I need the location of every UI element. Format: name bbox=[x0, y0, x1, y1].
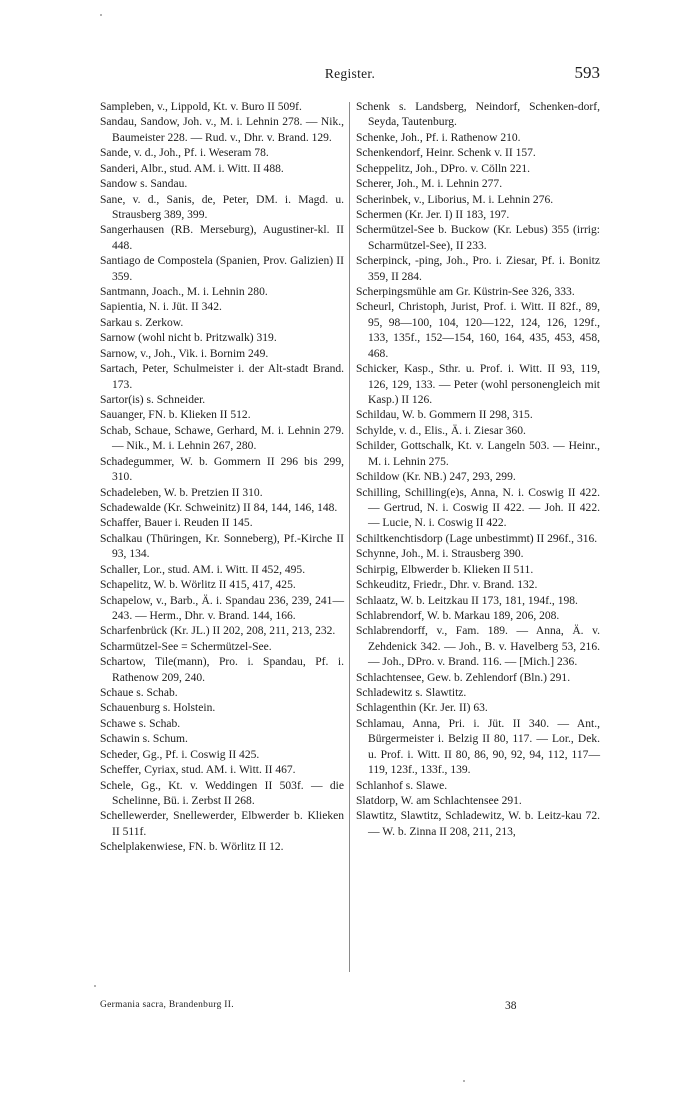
register-entry: Sanderi, Albr., stud. AM. i. Witt. II 488. bbox=[100, 162, 284, 175]
register-entry: Schaller, Lor., stud. AM. i. Witt. II 452, 495. bbox=[100, 563, 306, 576]
register-entry: Schab, Schaue, Schawe, Gerhard, M. i. Lehnin 279. — Nik., M. i. Lehnin 267, 280. bbox=[100, 424, 344, 453]
register-entry: Schartow, Tile(mann), Pro. i. Spandau, Pf. i. Rathenow 209, 240. bbox=[100, 656, 344, 684]
register-entry: Scheder, Gg., Pf. i. Coswig II 425. bbox=[100, 748, 260, 761]
register-entry: Scherpinck, -ping, Joh., Pro. i. Ziesar, Pf. i. Bonitz 359, II 284. bbox=[356, 255, 600, 283]
register-entry: Schlabrendorf, W. b. Markau 189, 206, 208. bbox=[356, 609, 560, 622]
running-title: Register. bbox=[324, 66, 376, 81]
register-entry: Sane, v. d., Sanis, de, Peter, DM. i. Magd. u. Strausberg 389, 399. bbox=[100, 193, 344, 221]
column-divider bbox=[349, 102, 350, 972]
register-entry: Sandow s. Sandau. bbox=[100, 178, 188, 191]
register-entry: Scheffer, Cyriax, stud. AM. i. Witt. II 467. bbox=[100, 764, 296, 777]
register-column-right bbox=[356, 100, 600, 840]
signature-line: Germania sacra, Brandenburg II. bbox=[100, 1000, 234, 1010]
register-entry: Schilling, Schilling(e)s, Anna, N. i. Coswig II 422. — Gertrud, N. i. Coswig II 422. — Joh. II 422. — Lucie, N. i. Coswig II 422. bbox=[356, 486, 600, 530]
register-entry: Schladewitz s. Slawtitz. bbox=[356, 687, 467, 700]
register-entry: Schawe s. Schab. bbox=[100, 717, 181, 730]
page-number: 593 bbox=[574, 63, 600, 82]
register-entry: Schylde, v. d., Elis., Ä. i. Ziesar 360. bbox=[356, 424, 526, 437]
register-entry: Schalkau (Thüringen, Kr. Sonneberg), Pf.-Kirche II 93, 134. bbox=[100, 532, 344, 561]
register-entry: Schelplakenwiese, FN. b. Wörlitz II 12. bbox=[100, 841, 284, 854]
register-entry: Scherinbek, v., Liborius, M. i. Lehnin 276. bbox=[356, 193, 554, 206]
register-entry: Schlabrendorff, v., Fam. 189. — Anna, Ä. v. Zehdenick 342. — Joh., B. v. Havelberg 53, 216. — Joh., DPro. v. Brand. 116. — [Mich.] 236. bbox=[356, 625, 600, 669]
register-column-left bbox=[100, 100, 344, 856]
register-entry: Schadegummer, W. b. Gommern II 296 bis 299, 310. bbox=[100, 455, 344, 484]
register-entry: Schildow (Kr. NB.) 247, 293, 299. bbox=[356, 471, 516, 484]
register-entry: Schirpig, Elbwerder b. Klieken II 511. bbox=[356, 563, 534, 576]
register-entry: Scharmützel-See = Schermützel-See. bbox=[100, 640, 272, 653]
register-entry: Sangerhausen (RB. Merseburg), Augustiner-kl. II 448. bbox=[100, 224, 344, 252]
register-entry: Schiltkenchtisdorp (Lage unbestimmt) II 296f., 316. bbox=[356, 532, 598, 545]
register-entry: Scharfenbrück (Kr. JL.) II 202, 208, 211, 213, 232. bbox=[100, 625, 336, 638]
register-entry: Schenk s. Landsberg, Neindorf, Schenken-dorf, Seyda, Tautenburg. bbox=[356, 101, 600, 129]
register-entry: Schlaatz, W. b. Leitzkau II 173, 181, 194f., 198. bbox=[356, 594, 578, 607]
register-entry: Sartach, Peter, Schulmeister i. der Alt-stadt Brand. 173. bbox=[100, 363, 344, 391]
register-entry: Slawtitz, Slawtitz, Schladewitz, W. b. Leitz-kau 72. — W. b. Zinna II 208, 211, 213, bbox=[356, 810, 600, 838]
register-entry: Sarnow, v., Joh., Vik. i. Bornim 249. bbox=[100, 347, 269, 360]
register-entry: Schilder, Gottschalk, Kt. v. Langeln 503. — Heinr., M. i. Lehnin 275. bbox=[356, 440, 600, 468]
register-entry: Slatdorp, W. am Schlachtensee 291. bbox=[356, 794, 522, 807]
register-entry: Sarnow (wohl nicht b. Pritzwalk) 319. bbox=[100, 332, 277, 345]
register-entry: Schlanhof s. Slawe. bbox=[356, 779, 448, 792]
sheet-number: 38 bbox=[505, 1000, 517, 1012]
register-entry: Schele, Gg., Kt. v. Weddingen II 503f. — die Schelinne, Bü. i. Zerbst II 268. bbox=[100, 779, 344, 807]
register-entry: Schauenburg s. Holstein. bbox=[100, 702, 216, 715]
register-entry: Scheurl, Christoph, Jurist, Prof. i. Witt. II 82f., 89, 95, 98—100, 104, 120—122, 124, 126, 129f., 133, 135f., 152—154, 160, 164, 435, 453, 458, 468. bbox=[356, 301, 600, 360]
register-entry: Schapelitz, W. b. Wörlitz II 415, 417, 425. bbox=[100, 579, 296, 592]
paper-speck bbox=[100, 14, 102, 16]
register-entry: Sarkau s. Zerkow. bbox=[100, 316, 184, 329]
register-entry: Sampleben, v., Lippold, Kt. v. Buro II 509f. bbox=[100, 101, 302, 113]
register-entry: Santiago de Compostela (Spanien, Prov. Galizien) II 359. bbox=[100, 255, 344, 283]
register-entry: Schawin s. Schum. bbox=[100, 733, 188, 746]
register-entry: Schapelow, v., Barb., Ä. i. Spandau 236, 239, 241—243. — Herm., Dhr. v. Brand. 144, 166. bbox=[100, 594, 344, 622]
register-entry: Sapientia, N. i. Jüt. II 342. bbox=[100, 301, 222, 314]
register-entry: Schkeuditz, Friedr., Dhr. v. Brand. 132. bbox=[356, 579, 538, 592]
register-entry: Schynne, Joh., M. i. Strausberg 390. bbox=[356, 548, 524, 561]
register-entry: Sande, v. d., Joh., Pf. i. Weseram 78. bbox=[100, 147, 269, 160]
register-entry: Schellewerder, Snellewerder, Elbwerder b. Klieken II 511f. bbox=[100, 810, 344, 838]
register-entry: Schermützel-See b. Buckow (Kr. Lebus) 355 (irrig: Scharmützel-See), II 233. bbox=[356, 224, 600, 252]
register-entry: Schlachtensee, Gew. b. Zehlendorf (Bln.) 291. bbox=[356, 671, 571, 684]
register-entry: Sandau, Sandow, Joh. v., M. i. Lehnin 278. — Nik., Baumeister 228. — Rud. v., Dhr. v. Brand. 129. bbox=[100, 116, 344, 144]
register-entry: Schlamau, Anna, Pri. i. Jüt. II 340. — Ant., Bürgermeister i. Belzig II 80, 117. — Lor., Dek. u. Prof. i. Witt. II 80, 86, 90, 92, 94, 112, 117—119, 123f., 133f., 139. bbox=[356, 717, 600, 777]
register-entry: Schaue s. Schab. bbox=[100, 687, 178, 700]
register-entry: Schenkendorf, Heinr. Schenk v. II 157. bbox=[356, 147, 536, 160]
register-entry: Schlagenthin (Kr. Jer. II) 63. bbox=[356, 702, 488, 715]
register-entry: Schadewalde (Kr. Schweinitz) II 84, 144, 146, 148. bbox=[100, 501, 338, 514]
register-entry: Scherer, Joh., M. i. Lehnin 277. bbox=[356, 178, 503, 191]
paper-speck bbox=[463, 1080, 465, 1082]
register-entry: Schaffer, Bauer i. Reuden II 145. bbox=[100, 517, 253, 530]
page-header bbox=[100, 63, 600, 86]
register-entry: Schadeleben, W. b. Pretzien II 310. bbox=[100, 486, 263, 499]
register-entry: Schicker, Kasp., Sthr. u. Prof. i. Witt. II 93, 119, 126, 129, 133. — Peter (wohl personengleich mit Kasp.) II 126. bbox=[356, 363, 600, 407]
register-entry: Schildau, W. b. Gommern II 298, 315. bbox=[356, 409, 533, 422]
register-entry: Schenke, Joh., Pf. i. Rathenow 210. bbox=[356, 131, 521, 144]
register-entry: Santmann, Joach., M. i. Lehnin 280. bbox=[100, 286, 268, 299]
register-entry: Schermen (Kr. Jer. I) II 183, 197. bbox=[356, 208, 510, 221]
register-entry: Scherpingsmühle am Gr. Küstrin-See 326, 333. bbox=[356, 286, 575, 299]
register-entry: Sartor(is) s. Schneider. bbox=[100, 394, 206, 407]
register-entry: Scheppelitz, Joh., DPro. v. Cölln 221. bbox=[356, 162, 531, 175]
paper-speck bbox=[94, 985, 96, 987]
register-entry: Sauanger, FN. b. Klieken II 512. bbox=[100, 409, 251, 422]
